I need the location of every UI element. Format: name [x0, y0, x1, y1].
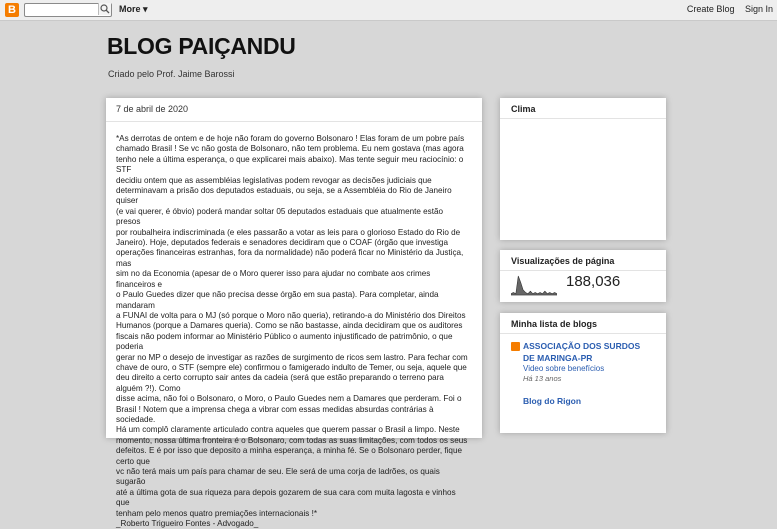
- widget-bloglist: [500, 313, 666, 433]
- pageview-count: 188,036: [566, 273, 621, 290]
- blogger-icon: [511, 342, 520, 351]
- post-line: sim no da Economia (apesar de o Moro querer isso para ajudar no combate aos crimes financeiros e: [116, 269, 431, 289]
- post-line: por roubalheira indiscriminada (e eles passarão a votar as leis para o glorioso Estado do Rio de: [116, 227, 461, 237]
- post-column: [106, 98, 482, 529]
- widget-title: Clima: [511, 104, 536, 114]
- post-line: Humanos (porque a Damares queria). Como se não bastasse, ainda decidiram que os auditores: [116, 321, 463, 331]
- search-icon[interactable]: [98, 3, 111, 15]
- divider: [500, 118, 666, 119]
- post-line: _Roberto Trigueiro Fontes - Advogado_: [116, 519, 259, 529]
- post-date: 7 de abril de 2020: [116, 104, 189, 114]
- bloglist-item-name[interactable]: ASSOCIAÇÃO DOS SURDOS: [523, 341, 641, 351]
- post-line: Há um complô claramente articulado contra aqueles que querem passar o Brasil a limpo. Neste: [116, 425, 460, 435]
- post-line: determinavam a prisão dos deputados estaduais, ou seja, se a Assembléia do Rio de Janeiro quiser: [116, 186, 452, 206]
- bloglist-item-post-link[interactable]: Video sobre benefícios: [523, 364, 605, 373]
- post-line: defeitos. E é por isso que deposito a minha esperança, a minha fé. Se o Bolsonaro perder, fique certo que: [116, 446, 462, 466]
- divider: [500, 333, 666, 334]
- post-line: chave de ouro, o STF (sempre ele) confirmou o famigerado indulto de Temer, ou seja, aquele que: [116, 362, 467, 372]
- bloglist-item-time: Há 13 anos: [523, 374, 562, 383]
- chevron-down-icon: ▾: [140, 4, 148, 14]
- sparkline-series: [511, 276, 557, 295]
- post-line: gerar no MP o desejo de investigar as razões de surgimento de ricos sem lastro. Para fechar com: [116, 352, 468, 362]
- create-blog-link[interactable]: Create Blog: [686, 4, 735, 14]
- post-line: operações financeiras estranhas, fora da normalidade) não poderá ficar no Ministério da Justiça, mas: [116, 248, 464, 268]
- post-line: Brasil ! Notem que a imprensa chega a vibrar com essas medidas absurdas contrárias à sociedade.: [116, 404, 434, 424]
- post-line: deu direito a certo corrupto sair antes da cadeia (será que estão preparando o terreno para alguém ?!). Como: [116, 373, 444, 393]
- bloglist-item-name-line2[interactable]: DE MARINGA-PR: [523, 353, 593, 363]
- divider: [106, 121, 482, 122]
- post-line: fiscais não podem informar ao Ministério Público o aumento injustificado de patrimônio, o que poderia: [116, 331, 453, 352]
- blogger-logo-icon[interactable]: B: [5, 3, 19, 17]
- post-line: (e vai querer, é óbvio) poderá mandar soltar 05 deputados estaduais que atualmente estão presos: [116, 206, 444, 227]
- post-line: Janeiro). Hoje, deputados federais e senadores decidiram que o COAF (órgão que investiga: [116, 238, 448, 248]
- widget-pageviews: [500, 250, 666, 302]
- post-line: tenham pelo menos quatro premiações internacionais !*: [116, 508, 317, 518]
- bloglist-item[interactable]: [523, 396, 581, 406]
- bloglist-item-name[interactable]: Blog do Rigon: [523, 396, 582, 406]
- post-line: até a última gota de sua riqueza para depois gozarem de sua cara com muita lagosta e vinhos que: [116, 487, 456, 508]
- post-line: decidiu ontem que as assembléias legislativas podem revogar as decisões judiciais que: [116, 175, 432, 185]
- more-menu-button[interactable]: More ▾: [119, 4, 148, 14]
- post-line: chamado Brasil ! Se vc não gosta de Bolsonaro, não tem problema. Eu nem gostava (mas agora: [116, 144, 464, 154]
- widget-title: Visualizações de página: [511, 256, 615, 266]
- widget-title: Minha lista de blogs: [511, 319, 598, 329]
- divider: [500, 270, 666, 271]
- post-line: momento, nossa última fronteira é o Bolsonaro, com todas as suas limitações, com todos os seus: [116, 435, 468, 445]
- blog-title[interactable]: BLOG PAIÇANDU: [107, 33, 296, 59]
- post-line: vc não terá mais um país para chamar de seu. Ele será de uma corja de ladrões, os quais sugarão: [116, 467, 440, 487]
- post-line: o Paulo Guedes dizer que não precisa desse órgão em sua pasta). Para completar, ainda mandaram: [116, 290, 439, 310]
- widget-clima: [500, 98, 666, 240]
- post-line: *As derrotas de ontem e de hoje não foram do governo Bolsonaro ! Elas foram de um pobre país: [116, 134, 465, 143]
- blogger-navbar: [0, 0, 777, 21]
- blog-description: Criado pelo Prof. Jaime Barossi: [108, 69, 235, 79]
- post-line: tenho nele a última esperança, o que explicarei mais abaixo). Mas tente seguir meu raciocínio: o STF: [116, 154, 464, 175]
- post-body: [116, 134, 468, 529]
- post-line: disse acima, não foi o Bolsonaro, o Moro, o Paulo Guedes nem a Damares que perderam. Foi o: [116, 394, 462, 404]
- pageviews-sparkline: [511, 274, 557, 296]
- bloglist-item[interactable]: [511, 341, 640, 351]
- sign-in-link[interactable]: Sign In: [744, 4, 773, 14]
- post-line: a FUNAI de volta para o MJ (só porque o Moro não queria), retirando-a do Ministério dos Direitos: [116, 310, 466, 320]
